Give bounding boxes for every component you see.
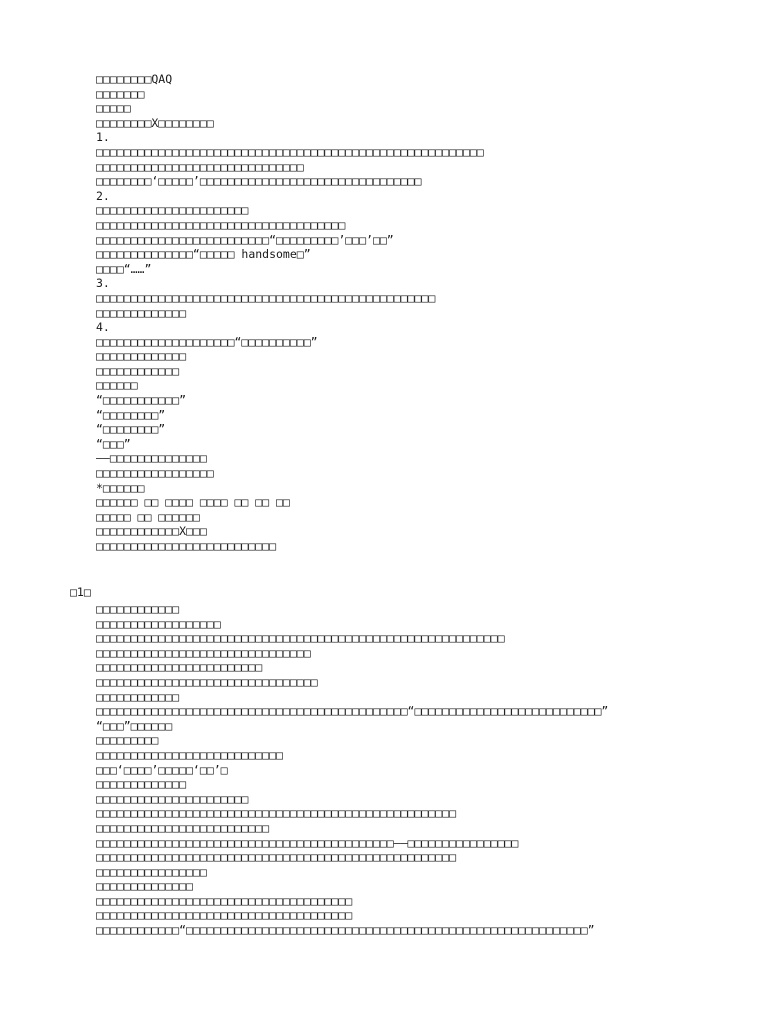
text-line: *□□□□□□ [96, 480, 145, 495]
text-line: “□□□” [96, 436, 131, 451]
text-line: □□□□□□□□□□□□□□□□□□□□□□□□□□□□□□□ [96, 645, 311, 660]
text-line: “□□□□□□□□□□□” [96, 393, 187, 408]
text-line: □□□‘□□□□’□□□□□‘□□’□ [96, 762, 228, 777]
text-line: □□□□□□□□□□□□□□“□□□□□ handsome□” [96, 247, 311, 262]
text-line: □□□□□□□□□□□□□ [96, 349, 187, 364]
text-line: “□□□”□□□□□□ [96, 718, 173, 733]
text-line: 3. [96, 276, 110, 291]
text-line: □□□□□□□ [96, 86, 145, 101]
text-line: “□□□□□□□□” [96, 407, 166, 422]
text-line: □□□□□ [96, 101, 131, 116]
text-line: ——□□□□□□□□□□□□□□ [96, 451, 207, 466]
text-line: □□□□□□□□QAQ [96, 72, 173, 86]
text-block-intro [96, 72, 736, 554]
text-line: 4. [96, 320, 110, 335]
text-line: □□□□□□□□□□□□□□□□□□□□□□□□□□□□□□ [96, 159, 304, 174]
text-line: □□□□□□□□□□□□ [96, 363, 180, 378]
text-line: □□□□□□□□□□□□□ [96, 305, 187, 320]
text-line: □□□□□□□□□□□□□□□□□□□□□□ [96, 791, 249, 806]
text-line: □□□□□□□□□□□□□□□□□□□□□□□□□□□□□□□□□□□□□□□□□□□□□□□□□□□□□□□□□□□ [96, 631, 505, 646]
text-line: □□□□□□ □□ □□□□ □□□□ □□ □□ □□ [96, 495, 290, 510]
text-line: □□□□□□□□□□□□□□□□□□□□□□□□□ [96, 820, 270, 835]
text-line: □□□□□□□□□□□□□□□□□□□□□□□□□□□□□□□□□□□□□ [96, 893, 353, 908]
text-line: □□□□□□□□□□□□□□□□□□□□□□□□□□□□□□□□□□□□□□□□□□□□□□□□□□□□ [96, 850, 457, 865]
text-line: □□□□□□□□□□□□□□ [96, 879, 193, 894]
text-line: “□□□□□□□□” [96, 422, 166, 437]
text-line: □□□□□□□□□□□□□□□□□□□□□□□□□□□□□□□□□□□□□□□□□□□□□□□□□□□□□□□□ [96, 144, 484, 159]
text-line: □□□□□□□□□□□□□□□□ [96, 864, 207, 879]
text-line: □□□□□□□□□□□□“□□□□□□□□□□□□□□□□□□□□□□□□□□□□□□□□□□□□□□□□□□□□□□□□□□□□□□□□□□” [96, 923, 595, 938]
chapter-heading: □1□ [70, 585, 91, 599]
text-line: □□□□□□□□□□□□□□□□□□□□□□□□□□□□□□□□□□□□□□□□□□□□□□□□□□□□ [96, 806, 457, 821]
text-line: □□□□□□□□□□□□□□□□□□ [96, 616, 221, 631]
text-line: □□□□□□□□□□□□□□□□□□□□□□□□□□□□□□□□□□□□ [96, 217, 346, 232]
text-line: 2. [96, 188, 110, 203]
text-line: □□□□□□□□□□□□□□□□□□□□□□□□□□ [96, 539, 277, 553]
text-line: □□□□□□□□□□□□□□□□□□□□□□□□ [96, 660, 263, 675]
text-line: 1. [96, 130, 110, 145]
text-line: □□□□□□□□□□□□□□□□□□□□□□□□□□□□□□□□□□□□□□□□□□□□□□□□□ [96, 290, 436, 305]
text-line: □□□□□□□□‘□□□□□’□□□□□□□□□□□□□□□□□□□□□□□□□□□□□□□□ [96, 174, 422, 189]
text-line: □□□□□□ [96, 378, 138, 393]
text-line: □□□□□□□□□□□□□□□□□□□□□□□□□“□□□□□□□□□’□□□’□□” [96, 232, 394, 247]
text-line: □□□□□□□□□□□□X□□□ [96, 524, 207, 539]
text-line: □□□□□□□□□□□□□□□□□□□□□□ [96, 203, 249, 218]
text-line: □□□□□□□□X□□□□□□□□ [96, 115, 214, 130]
text-line: □□□□□ □□ □□□□□□ [96, 509, 200, 524]
text-line: □□□□“……” [96, 261, 152, 276]
text-line: □□□□□□□□□□□□□□□□□□□□□□□□□□□ [96, 747, 283, 762]
text-line: □□□□□□□□□□□□ [96, 602, 180, 616]
text-block-chapter-1 [96, 602, 736, 938]
text-line: □□□□□□□□□□□□□ [96, 777, 187, 792]
text-line: □□□□□□□□□□□□□□□□□□□□□□□□□□□□□□□□ [96, 674, 318, 689]
text-line: □□□□□□□□□□□□□□□□□□□□“□□□□□□□□□□” [96, 334, 318, 349]
text-line: □□□□□□□□□ [96, 733, 159, 748]
text-line: □□□□□□□□□□□□□□□□□ [96, 466, 214, 481]
text-line: □□□□□□□□□□□□ [96, 689, 180, 704]
text-line: □□□□□□□□□□□□□□□□□□□□□□□□□□□□□□□□□□□□□□□□□□□□□“□□□□□□□□□□□□□□□□□□□□□□□□□□□” [96, 704, 609, 719]
text-line: □□□□□□□□□□□□□□□□□□□□□□□□□□□□□□□□□□□□□□□□□□□——□□□□□□□□□□□□□□□□ [96, 835, 519, 850]
text-line: □□□□□□□□□□□□□□□□□□□□□□□□□□□□□□□□□□□□□ [96, 908, 353, 923]
